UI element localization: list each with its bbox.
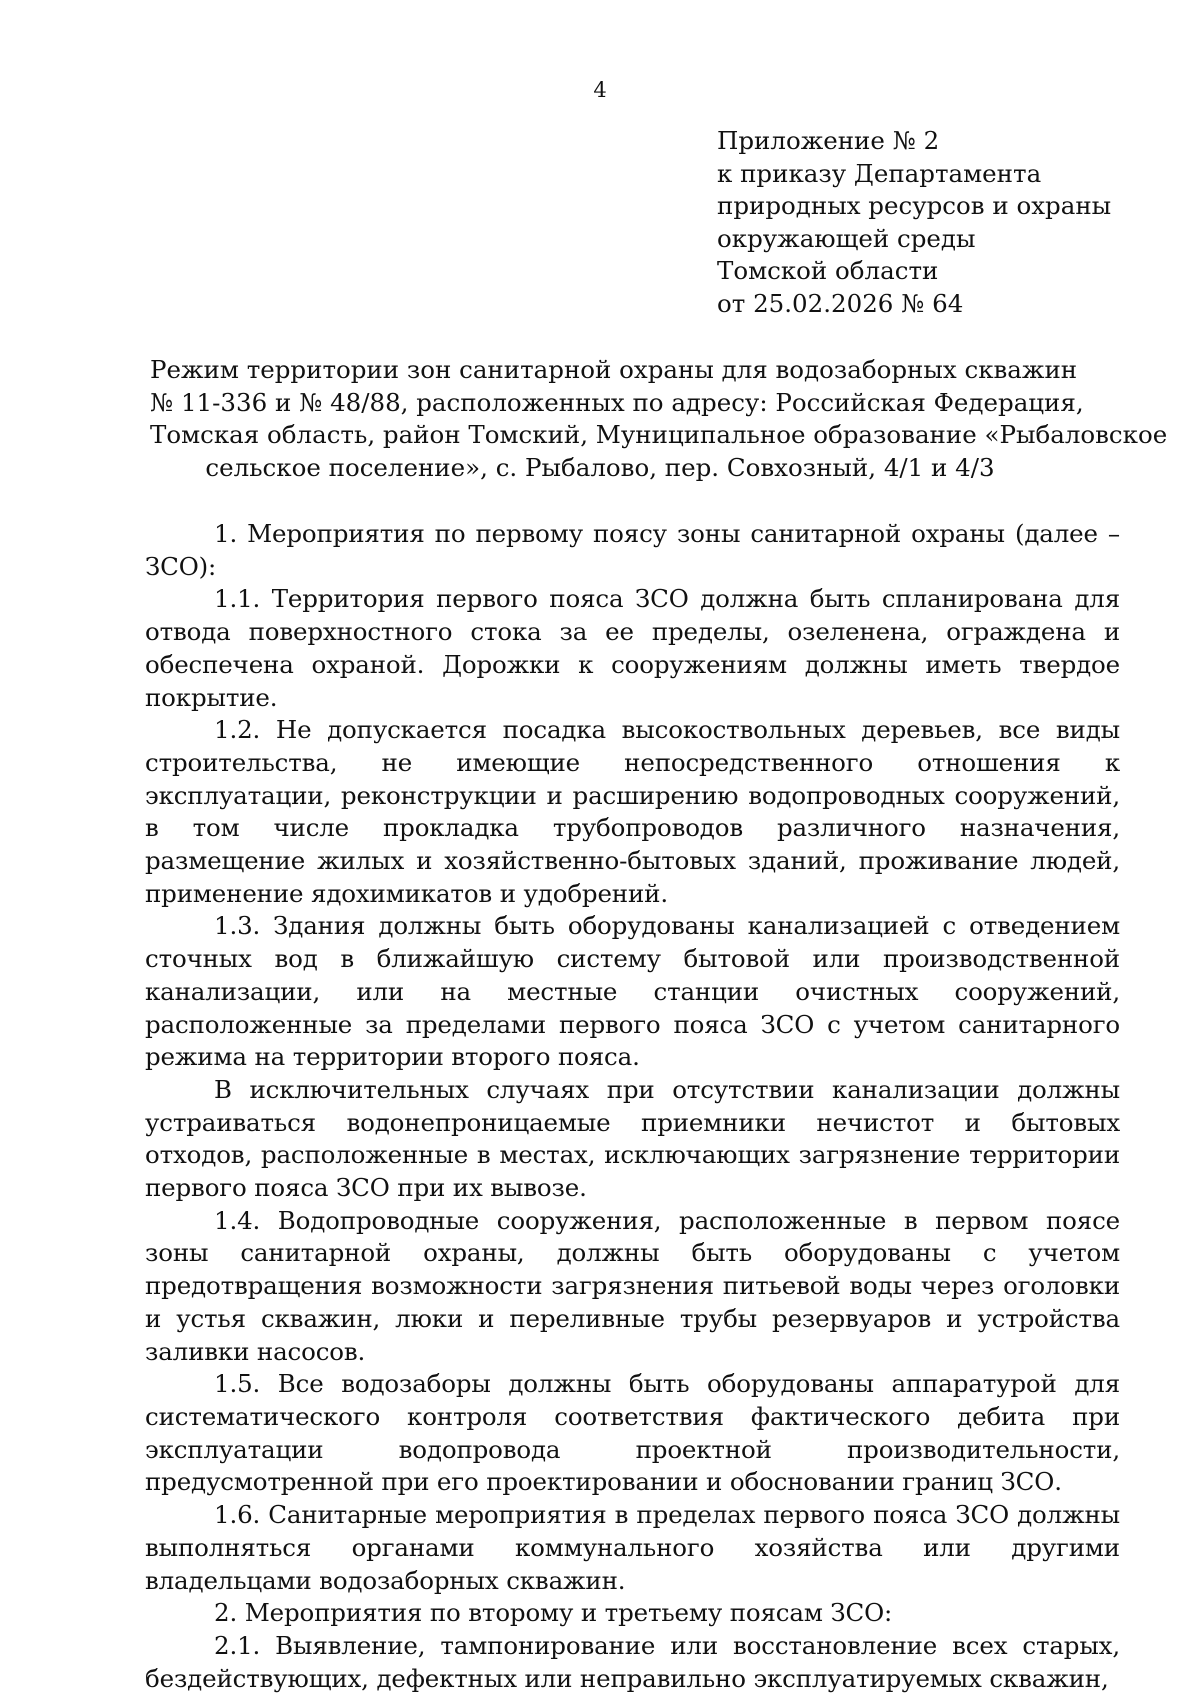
paragraph-1-4: 1.4. Водопроводные сооружения, расположенные в первом поясе зоны санитарной охраны, должны быть оборудованы с учетом предотвращения возможности загрязнения питьевой воды через оголовки и устья скважин, люки и переливные трубы резервуаров и устройства заливки насосов. — [145, 1205, 1120, 1366]
title-line: Режим территории зон санитарной охраны для водозаборных скважин — [150, 355, 1078, 384]
section-heading-2: 2. Мероприятия по второму и третьему поясам ЗСО: — [214, 1598, 893, 1628]
paragraph-2-1: 2.1. Выявление, тампонирование или восстановление всех старых, бездействующих, дефектных или неправильно эксплуатируемых скважин, — [145, 1630, 1120, 1693]
title-line: № 11-336 и № 48/88, расположенных по адресу: Российская Федерация, — [150, 387, 1084, 417]
paragraph-1-3-exception: В исключительных случаях при отсутствии канализации должны устраиваться водонепроницаемые приемники нечистот и бытовых отходов, расположенные в местах, исключающих загрязнение территории первого пояса ЗСО при их вывозе. — [145, 1074, 1120, 1203]
appendix-line: Томской области — [717, 256, 939, 285]
title-line: сельское поселение», с. Рыбалово, пер. Совхозный, 4/1 и 4/3 — [205, 452, 995, 482]
title-line: Томская область, район Томский, Муниципальное образование «Рыбаловское — [150, 420, 1168, 449]
document-title — [150, 354, 1168, 484]
page-number: 4 — [593, 78, 607, 102]
paragraph-1-5: 1.5. Все водозаборы должны быть оборудованы аппаратурой для систематического контроля соответствия фактического дебита при эксплуатации водопровода проектной производительности, предусмотренной при его проектировании и обосновании границ ЗСО. — [145, 1369, 1120, 1497]
appendix-line: окружающей среды — [717, 223, 976, 253]
paragraph-1-3: 1.3. Здания должны быть оборудованы канализацией с отведением сточных вод в ближайшую систему бытовой или производственной канализации, или на местные станции очистных сооружений, расположенные за пределами первого пояса ЗСО с учетом санитарного режима на территории второго пояса. — [145, 911, 1120, 1072]
document-body — [145, 518, 1120, 1695]
appendix-line: природных ресурсов и охраны — [717, 191, 1112, 220]
paragraph-1-6: 1.6. Санитарные мероприятия в пределах первого пояса ЗСО должны выполняться органами коммунального хозяйства или другими владельцами водозаборных скважин. — [145, 1500, 1120, 1595]
paragraph-1-1: 1.1. Территория первого пояса ЗСО должна быть спланирована для отвода поверхностного стока за ее пределы, озеленена, ограждена и обеспечена охраной. Дорожки к сооружениям должны иметь твердое покрытие. — [145, 584, 1120, 712]
section-heading-1: 1. Мероприятия по первому поясу зоны санитарной охраны (далее – ЗСО): — [145, 519, 1120, 581]
appendix-header — [717, 125, 1111, 320]
appendix-line: Приложение № 2 — [717, 126, 940, 155]
paragraph-1-2: 1.2. Не допускается посадка высокоствольных деревьев, все виды строительства, не имеющие непосредственного отношения к эксплуатации, реконструкции и расширению водопроводных сооружений, в том числе прокладка трубопроводов различного назначения, размещение жилых и хозяйственно-бытовых зданий, проживание людей, применение ядохимикатов и удобрений. — [145, 715, 1120, 908]
appendix-line: к приказу Департамента — [717, 158, 1042, 188]
appendix-line: от 25.02.2026 № 64 — [717, 288, 964, 318]
